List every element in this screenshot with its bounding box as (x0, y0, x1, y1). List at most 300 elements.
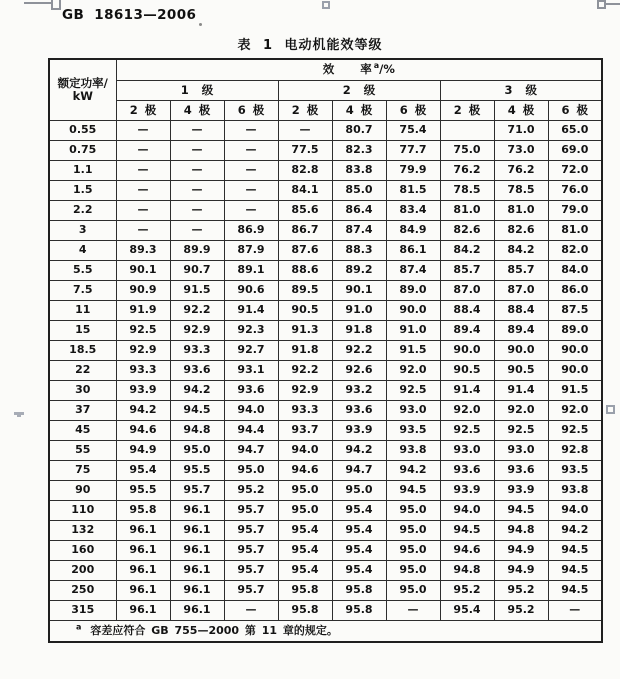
pole-header: 6 极 (548, 100, 602, 120)
efficiency-cell: — (170, 220, 224, 240)
efficiency-cell: 73.0 (494, 140, 548, 160)
efficiency-cell: 95.8 (332, 580, 386, 600)
table-row (49, 320, 602, 340)
efficiency-cell: — (548, 600, 602, 620)
power-cell: 315 (49, 600, 116, 620)
efficiency-cell: 88.4 (494, 300, 548, 320)
efficiency-cell: 91.5 (170, 280, 224, 300)
efficiency-cell: 93.6 (494, 460, 548, 480)
efficiency-cell: 89.2 (332, 260, 386, 280)
power-column-header (49, 59, 116, 120)
efficiency-cell: 87.6 (278, 240, 332, 260)
efficiency-cell: 93.9 (116, 380, 170, 400)
power-cell: 45 (49, 420, 116, 440)
table-row (49, 220, 602, 240)
power-cell: 160 (49, 540, 116, 560)
efficiency-cell: 93.9 (332, 420, 386, 440)
power-cell: 110 (49, 500, 116, 520)
efficiency-cell: 90.1 (116, 260, 170, 280)
efficiency-cell (440, 120, 494, 140)
efficiency-cell: 94.7 (224, 440, 278, 460)
table-row (49, 400, 602, 420)
efficiency-cell: 95.5 (116, 480, 170, 500)
efficiency-cell: — (224, 600, 278, 620)
table-row (49, 460, 602, 480)
efficiency-cell: 93.0 (494, 440, 548, 460)
efficiency-cell: 82.3 (332, 140, 386, 160)
table-row (49, 240, 602, 260)
efficiency-cell: 96.1 (170, 600, 224, 620)
efficiency-cell: — (116, 200, 170, 220)
efficiency-cell: 69.0 (548, 140, 602, 160)
efficiency-cell: 94.6 (440, 540, 494, 560)
efficiency-cell: 90.0 (440, 340, 494, 360)
efficiency-cell: 72.0 (548, 160, 602, 180)
scan-artifact-left-mark-stem (17, 415, 21, 417)
efficiency-cell: 92.5 (494, 420, 548, 440)
table-row (49, 420, 602, 440)
power-cell: 11 (49, 300, 116, 320)
table-row (49, 260, 602, 280)
table-row (49, 500, 602, 520)
efficiency-cell: 84.2 (440, 240, 494, 260)
efficiency-cell: 94.7 (332, 460, 386, 480)
table-row (49, 340, 602, 360)
efficiency-cell: 92.0 (548, 400, 602, 420)
grade-3-header: 3 级 (440, 80, 602, 100)
efficiency-cell: 90.5 (494, 360, 548, 380)
footnote-marker: a (76, 622, 82, 632)
scan-artifact-right-box (606, 405, 615, 414)
efficiency-cell: — (116, 120, 170, 140)
efficiency-cell: 95.7 (224, 580, 278, 600)
efficiency-cell: 94.0 (278, 440, 332, 460)
table-row (49, 280, 602, 300)
efficiency-cell: — (170, 180, 224, 200)
table-row (49, 160, 602, 180)
efficiency-cell: 94.4 (224, 420, 278, 440)
efficiency-cell: — (224, 120, 278, 140)
efficiency-cell: 90.5 (278, 300, 332, 320)
efficiency-cell: 82.6 (494, 220, 548, 240)
efficiency-cell: 85.7 (440, 260, 494, 280)
power-cell: 0.75 (49, 140, 116, 160)
efficiency-cell: 89.0 (386, 280, 440, 300)
efficiency-cell: 93.7 (278, 420, 332, 440)
grade-header-row (49, 80, 602, 100)
efficiency-cell: 80.7 (332, 120, 386, 140)
efficiency-cell: 96.1 (116, 560, 170, 580)
efficiency-cell: 93.2 (332, 380, 386, 400)
power-cell: 37 (49, 400, 116, 420)
efficiency-cell: 94.2 (116, 400, 170, 420)
efficiency-cell: 84.1 (278, 180, 332, 200)
efficiency-cell: 81.0 (548, 220, 602, 240)
power-cell: 1.5 (49, 180, 116, 200)
efficiency-footnote-marker: a (373, 61, 380, 71)
scan-artifact-topright-box (597, 0, 606, 9)
efficiency-cell: 83.4 (386, 200, 440, 220)
efficiency-cell: 95.4 (332, 500, 386, 520)
efficiency-cell: 92.5 (548, 420, 602, 440)
efficiency-cell: 86.1 (386, 240, 440, 260)
efficiency-cell: 94.2 (332, 440, 386, 460)
efficiency-cell: 90.1 (332, 280, 386, 300)
efficiency-cell: 93.5 (386, 420, 440, 440)
efficiency-cell: 83.8 (332, 160, 386, 180)
power-cell: 200 (49, 560, 116, 580)
standard-number: GB 18613—2006 (62, 7, 197, 23)
scan-artifact-speck (199, 23, 202, 26)
efficiency-cell: 85.6 (278, 200, 332, 220)
power-cell: 2.2 (49, 200, 116, 220)
table-row (49, 200, 602, 220)
power-cell: 3 (49, 220, 116, 240)
efficiency-cell: 94.5 (386, 480, 440, 500)
efficiency-cell: 89.3 (116, 240, 170, 260)
efficiency-cell: 93.3 (170, 340, 224, 360)
efficiency-cell: 87.9 (224, 240, 278, 260)
efficiency-cell: — (116, 160, 170, 180)
pole-header: 4 极 (494, 100, 548, 120)
table-row (49, 360, 602, 380)
efficiency-cell: 95.4 (332, 540, 386, 560)
efficiency-cell: 95.0 (278, 500, 332, 520)
efficiency-cell: 94.2 (548, 520, 602, 540)
efficiency-unit: /% (379, 62, 395, 77)
efficiency-cell: 95.4 (278, 540, 332, 560)
efficiency-cell: 87.0 (440, 280, 494, 300)
efficiency-cell: 94.5 (440, 520, 494, 540)
power-cell: 132 (49, 520, 116, 540)
efficiency-cell: — (116, 140, 170, 160)
efficiency-cell: 87.4 (386, 260, 440, 280)
efficiency-cell: 79.0 (548, 200, 602, 220)
efficiency-cell: 76.2 (494, 160, 548, 180)
efficiency-cell: — (224, 160, 278, 180)
efficiency-cell: 95.8 (332, 600, 386, 620)
efficiency-cell: 95.7 (170, 480, 224, 500)
efficiency-cell: 93.6 (332, 400, 386, 420)
efficiency-cell: 92.8 (548, 440, 602, 460)
efficiency-cell: 95.2 (224, 480, 278, 500)
table-body (49, 120, 602, 620)
efficiency-cell: 81.0 (494, 200, 548, 220)
efficiency-cell: 94.5 (548, 540, 602, 560)
efficiency-cell: 94.0 (224, 400, 278, 420)
efficiency-cell: 90.9 (116, 280, 170, 300)
efficiency-cell: 96.1 (170, 500, 224, 520)
scan-artifact-topmid-box (322, 1, 330, 9)
efficiency-cell: 93.6 (440, 460, 494, 480)
efficiency-cell: 94.5 (494, 500, 548, 520)
efficiency-cell: 93.8 (548, 480, 602, 500)
efficiency-cell: 92.6 (332, 360, 386, 380)
efficiency-header-label: 效 率 (322, 62, 374, 77)
efficiency-cell: 94.0 (548, 500, 602, 520)
footnote-row (49, 620, 602, 642)
power-cell: 0.55 (49, 120, 116, 140)
efficiency-cell: 96.1 (116, 520, 170, 540)
efficiency-cell: 94.9 (116, 440, 170, 460)
table-row (49, 600, 602, 620)
power-cell: 55 (49, 440, 116, 460)
efficiency-cell: 87.5 (548, 300, 602, 320)
efficiency-cell: 89.9 (170, 240, 224, 260)
efficiency-cell: 75.4 (386, 120, 440, 140)
efficiency-cell: 91.9 (116, 300, 170, 320)
pole-header: 2 极 (440, 100, 494, 120)
efficiency-cell: 78.5 (440, 180, 494, 200)
pole-header: 6 极 (386, 100, 440, 120)
pole-header-row (49, 100, 602, 120)
efficiency-cell: 82.6 (440, 220, 494, 240)
efficiency-cell: 90.0 (548, 360, 602, 380)
table-row (49, 120, 602, 140)
efficiency-cell: 91.8 (332, 320, 386, 340)
table-row (49, 180, 602, 200)
power-cell: 250 (49, 580, 116, 600)
efficiency-cell: — (278, 120, 332, 140)
efficiency-cell: 95.0 (386, 580, 440, 600)
efficiency-cell: 78.5 (494, 180, 548, 200)
efficiency-cell: 93.1 (224, 360, 278, 380)
table-row (49, 520, 602, 540)
scan-artifact-topleft-box (51, 0, 61, 10)
table-row (49, 380, 602, 400)
efficiency-cell: 89.1 (224, 260, 278, 280)
efficiency-cell: 91.0 (332, 300, 386, 320)
efficiency-cell: 89.0 (548, 320, 602, 340)
efficiency-cell: 92.2 (170, 300, 224, 320)
efficiency-cell: 84.9 (386, 220, 440, 240)
efficiency-cell: 88.4 (440, 300, 494, 320)
efficiency-cell: 95.0 (332, 480, 386, 500)
efficiency-cell: 84.0 (548, 260, 602, 280)
pole-header: 4 极 (170, 100, 224, 120)
efficiency-cell: 96.1 (170, 560, 224, 580)
efficiency-cell: 95.7 (224, 540, 278, 560)
efficiency-cell: 90.0 (494, 340, 548, 360)
efficiency-cell: — (170, 120, 224, 140)
efficiency-cell: — (224, 140, 278, 160)
power-cell: 22 (49, 360, 116, 380)
efficiency-cell: 95.7 (224, 560, 278, 580)
grade-1-header: 1 级 (116, 80, 278, 100)
efficiency-cell: 95.8 (278, 600, 332, 620)
efficiency-cell: 77.5 (278, 140, 332, 160)
efficiency-cell: 92.9 (278, 380, 332, 400)
efficiency-cell: 87.4 (332, 220, 386, 240)
efficiency-cell: 95.2 (440, 580, 494, 600)
efficiency-cell: 92.5 (116, 320, 170, 340)
table-footnote (49, 620, 602, 642)
power-cell: 30 (49, 380, 116, 400)
efficiency-cell: — (386, 600, 440, 620)
efficiency-cell: 90.7 (170, 260, 224, 280)
efficiency-cell: 93.3 (278, 400, 332, 420)
efficiency-cell: 92.0 (440, 400, 494, 420)
table-row (49, 560, 602, 580)
efficiency-cell: 96.1 (116, 580, 170, 600)
efficiency-cell: — (116, 220, 170, 240)
efficiency-cell: 92.9 (170, 320, 224, 340)
scan-artifact-topright-line (606, 3, 620, 5)
efficiency-cell: 95.7 (224, 500, 278, 520)
efficiency-cell: 95.4 (278, 520, 332, 540)
efficiency-cell: 96.1 (170, 520, 224, 540)
efficiency-cell: 94.9 (494, 560, 548, 580)
table-row (49, 480, 602, 500)
efficiency-cell: 92.2 (278, 360, 332, 380)
power-cell: 1.1 (49, 160, 116, 180)
efficiency-cell: 93.6 (224, 380, 278, 400)
efficiency-cell: 94.8 (494, 520, 548, 540)
power-cell: 5.5 (49, 260, 116, 280)
efficiency-cell: 91.8 (278, 340, 332, 360)
efficiency-cell: 91.5 (386, 340, 440, 360)
pole-header: 6 极 (224, 100, 278, 120)
efficiency-cell: 95.0 (386, 560, 440, 580)
efficiency-header-row (49, 59, 602, 80)
efficiency-cell: 95.0 (278, 480, 332, 500)
efficiency-cell: 76.0 (548, 180, 602, 200)
efficiency-cell: 79.9 (386, 160, 440, 180)
efficiency-cell: 96.1 (170, 580, 224, 600)
efficiency-cell: 95.0 (386, 520, 440, 540)
table-row (49, 580, 602, 600)
efficiency-cell: 84.2 (494, 240, 548, 260)
efficiency-cell: 88.3 (332, 240, 386, 260)
efficiency-cell: 94.0 (440, 500, 494, 520)
efficiency-header (116, 59, 602, 80)
efficiency-cell: 95.2 (494, 580, 548, 600)
efficiency-cell: 85.0 (332, 180, 386, 200)
efficiency-cell: — (170, 140, 224, 160)
efficiency-cell: 93.9 (440, 480, 494, 500)
footnote-text: 容差应符合 GB 755—2000 第 11 章的规定。 (90, 623, 338, 637)
efficiency-cell: 91.4 (224, 300, 278, 320)
efficiency-cell: 92.3 (224, 320, 278, 340)
efficiency-cell: 94.5 (548, 580, 602, 600)
efficiency-cell: 88.6 (278, 260, 332, 280)
efficiency-cell: 81.0 (440, 200, 494, 220)
efficiency-cell: 93.0 (440, 440, 494, 460)
efficiency-cell: 90.0 (548, 340, 602, 360)
scan-artifact-topleft-line (24, 2, 51, 4)
power-cell: 4 (49, 240, 116, 260)
efficiency-cell: — (224, 200, 278, 220)
efficiency-cell: 85.7 (494, 260, 548, 280)
efficiency-cell: 89.5 (278, 280, 332, 300)
pole-header: 4 极 (332, 100, 386, 120)
efficiency-cell: 95.4 (278, 560, 332, 580)
efficiency-cell: 90.6 (224, 280, 278, 300)
efficiency-cell: 95.8 (278, 580, 332, 600)
efficiency-cell: 95.8 (116, 500, 170, 520)
efficiency-cell: 95.5 (170, 460, 224, 480)
efficiency-cell: 92.5 (386, 380, 440, 400)
efficiency-cell: 93.3 (116, 360, 170, 380)
efficiency-cell: — (116, 180, 170, 200)
efficiency-cell: 75.0 (440, 140, 494, 160)
efficiency-cell: — (170, 200, 224, 220)
efficiency-cell: 92.2 (332, 340, 386, 360)
efficiency-cell: 94.6 (278, 460, 332, 480)
efficiency-cell: 81.5 (386, 180, 440, 200)
efficiency-cell: 95.4 (332, 560, 386, 580)
efficiency-cell: 96.1 (116, 540, 170, 560)
efficiency-cell: 95.0 (386, 500, 440, 520)
efficiency-cell: 94.2 (170, 380, 224, 400)
table-title: 表 1 电动机能效等级 (237, 38, 383, 53)
efficiency-cell: 95.0 (224, 460, 278, 480)
efficiency-cell: 92.7 (224, 340, 278, 360)
efficiency-cell: 90.5 (440, 360, 494, 380)
efficiency-cell: 95.4 (440, 600, 494, 620)
efficiency-cell: 82.0 (548, 240, 602, 260)
efficiency-cell: 96.1 (116, 600, 170, 620)
grade-2-header: 2 级 (278, 80, 440, 100)
efficiency-cell: 93.6 (170, 360, 224, 380)
efficiency-cell: 91.4 (494, 380, 548, 400)
efficiency-cell: 92.9 (116, 340, 170, 360)
power-header-line2: kW (72, 88, 93, 103)
motor-efficiency-table (48, 58, 603, 643)
efficiency-cell: 76.2 (440, 160, 494, 180)
power-cell: 15 (49, 320, 116, 340)
efficiency-cell: 86.0 (548, 280, 602, 300)
power-header-line1: 额定功率/ (57, 76, 108, 91)
efficiency-cell: 92.5 (440, 420, 494, 440)
efficiency-cell: 93.8 (386, 440, 440, 460)
pole-header: 2 极 (116, 100, 170, 120)
table-row (49, 440, 602, 460)
efficiency-cell: 91.5 (548, 380, 602, 400)
power-cell: 7.5 (49, 280, 116, 300)
efficiency-cell: 89.4 (440, 320, 494, 340)
pole-header: 2 极 (278, 100, 332, 120)
efficiency-cell: 91.3 (278, 320, 332, 340)
efficiency-cell: 91.0 (386, 320, 440, 340)
efficiency-cell: 86.9 (224, 220, 278, 240)
efficiency-cell: 89.4 (494, 320, 548, 340)
efficiency-cell: 93.9 (494, 480, 548, 500)
table-row (49, 140, 602, 160)
efficiency-cell: 90.0 (386, 300, 440, 320)
table-row (49, 540, 602, 560)
efficiency-cell: 95.0 (386, 540, 440, 560)
power-cell: 18.5 (49, 340, 116, 360)
efficiency-cell: 94.2 (386, 460, 440, 480)
efficiency-cell: 94.8 (440, 560, 494, 580)
efficiency-cell: 92.0 (386, 360, 440, 380)
efficiency-cell: — (170, 160, 224, 180)
efficiency-cell: 82.8 (278, 160, 332, 180)
efficiency-cell: 87.0 (494, 280, 548, 300)
efficiency-cell: 95.4 (332, 520, 386, 540)
efficiency-cell: 95.7 (224, 520, 278, 540)
efficiency-cell: 92.0 (494, 400, 548, 420)
efficiency-cell: 65.0 (548, 120, 602, 140)
efficiency-cell: 94.5 (170, 400, 224, 420)
efficiency-cell: 93.5 (548, 460, 602, 480)
efficiency-cell: 91.4 (440, 380, 494, 400)
efficiency-cell: 95.2 (494, 600, 548, 620)
efficiency-cell: 94.9 (494, 540, 548, 560)
efficiency-cell: — (224, 180, 278, 200)
power-cell: 90 (49, 480, 116, 500)
